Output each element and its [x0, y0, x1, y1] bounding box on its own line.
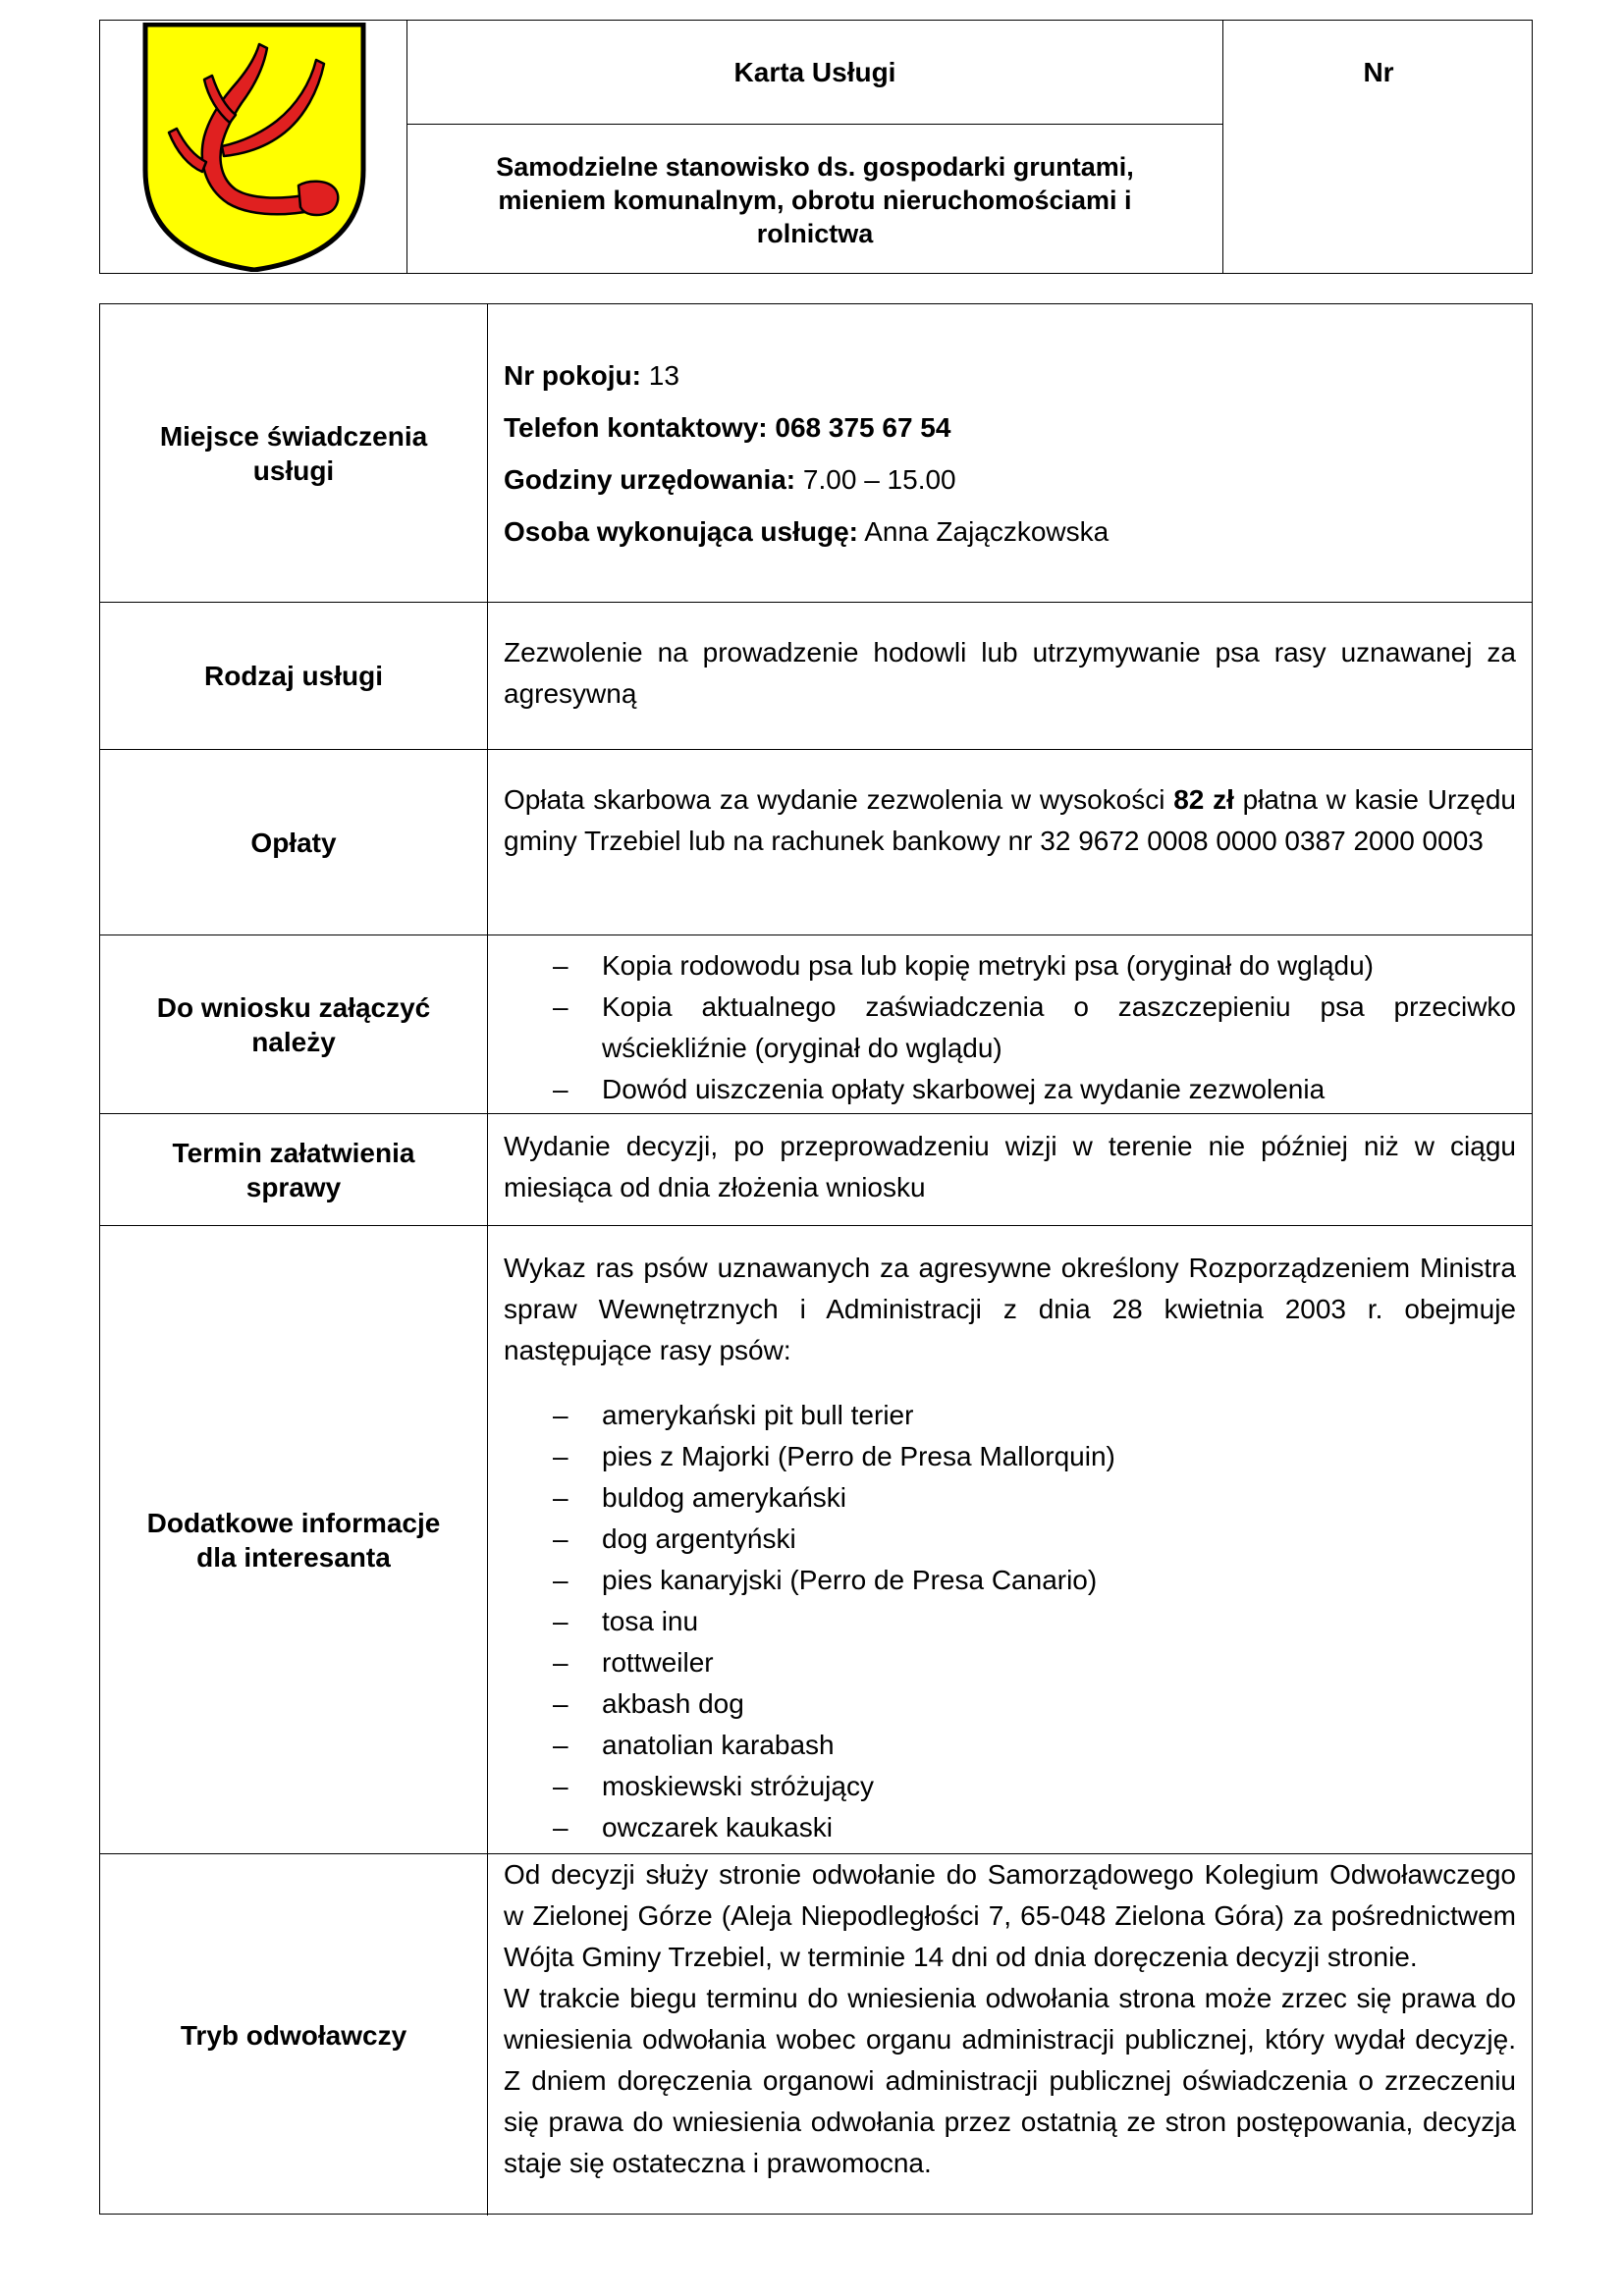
row-value — [488, 1226, 1532, 1853]
row-value — [488, 304, 1532, 602]
breeds-list — [504, 1395, 1516, 1848]
list-item: – buldog amerykański — [504, 1477, 1516, 1519]
attachments-list — [504, 945, 1516, 1110]
row-label: Tryb odwoławczy — [100, 1854, 488, 2216]
list-item: – amerykański pit bull terier — [504, 1395, 1516, 1436]
list-item: – anatolian karabash — [504, 1725, 1516, 1766]
appeal-paragraph: Od decyzji służy stronie odwołanie do Samorządowego Kolegium Odwoławczego w Zielonej Górze (Aleja Niepodległości 7, 65-048 Zielona Góra) za pośrednictwem Wójta Gminy Trzebiel, w terminie 14 dni od dnia doręczenia decyzji stronie. — [504, 1859, 1516, 1972]
appeal-paragraph: W trakcie biegu terminu do wniesienia odwołania strona może zrzec się prawa do wniesienia odwołania wobec organu administracji publicznej, który wydał decyzję. Z dniem doręczenia organowi administracji publicznej oświadczenia o zrzeczeniu się prawa do wniesienia odwołania przez ostatnią ze stron postępowania, decyzja staje się ostateczna i prawomocna. — [504, 1983, 1516, 2178]
list-item: – akbash dog — [504, 1683, 1516, 1725]
row-label: Rodzaj usługi — [100, 603, 488, 749]
header-table — [99, 20, 1533, 274]
breeds-intro: Wykaz ras psów uznawanych za agresywne określony Rozporządzeniem Ministra spraw Wewnętrznych i Administracji z dnia 28 kwietnia 2003 r. obejmuje następujące rasy psów: — [504, 1253, 1516, 1365]
nr-label: Nr — [1363, 57, 1394, 87]
list-item: – owczarek kaukaski — [504, 1807, 1516, 1848]
service-table — [99, 303, 1533, 2215]
row-miejsce — [100, 304, 1532, 602]
list-item: – dog argentyński — [504, 1519, 1516, 1560]
list-item: – tosa inu — [504, 1601, 1516, 1642]
person-line: Osoba wykonująca usługę: Anna Zajączkowska — [504, 516, 1110, 547]
document-title: Karta Usługi — [407, 21, 1222, 125]
row-label: Termin załatwienia sprawy — [100, 1114, 488, 1225]
row-oplaty — [100, 749, 1532, 934]
department-name: Samodzielne stanowisko ds. gospodarki gruntami, mieniem komunalnym, obrotu nieruchomościami i rolnictwa — [496, 151, 1134, 248]
list-item: – rottweiler — [504, 1642, 1516, 1683]
list-item: – pies z Majorki (Perro de Presa Mallorquin) — [504, 1436, 1516, 1477]
title-cell — [407, 21, 1223, 273]
hours-line: Godziny urzędowania: 7.00 – 15.00 — [504, 464, 956, 495]
row-value — [488, 1854, 1532, 2216]
logo-cell — [100, 21, 407, 273]
list-item: – Kopia rodowodu psa lub kopię metryki psa (oryginał do wglądu) — [504, 945, 1516, 987]
row-zalaczniki — [100, 934, 1532, 1113]
row-value: Wydanie decyzji, po przeprowadzeniu wizji w terenie nie później niż w ciągu miesiąca od dnia złożenia wniosku — [504, 1131, 1516, 1202]
list-item: – pies kanaryjski (Perro de Presa Canario) — [504, 1560, 1516, 1601]
row-label: Opłaty — [100, 750, 488, 934]
list-item: – moskiewski stróżujący — [504, 1766, 1516, 1807]
fee-amount: 82 zł — [1173, 784, 1234, 815]
row-termin — [100, 1113, 1532, 1225]
row-value — [488, 935, 1532, 1113]
coat-of-arms-antler-icon — [141, 23, 367, 272]
row-rodzaj — [100, 602, 1532, 749]
row-value: Zezwolenie na prowadzenie hodowli lub utrzymywanie psa rasy uznawanej za agresywną — [504, 637, 1516, 709]
list-item: – Kopia aktualnego zaświadczenia o zaszczepieniu psa przeciwko wściekliźnie (oryginał do wglądu) — [504, 987, 1516, 1069]
row-label: Do wniosku załączyć należy — [100, 935, 488, 1113]
row-label: Miejsce świadczenia usługi — [100, 304, 488, 602]
row-tryb — [100, 1853, 1532, 2216]
room-line: Nr pokoju: 13 — [504, 360, 679, 391]
row-label: Dodatkowe informacje dla interesanta — [100, 1226, 488, 1853]
phone-line: Telefon kontaktowy: 068 375 67 54 — [504, 412, 951, 443]
row-dodatkowe — [100, 1225, 1532, 1853]
list-item: – Dowód uiszczenia opłaty skarbowej za wydanie zezwolenia — [504, 1069, 1516, 1110]
row-value: Opłata skarbowa za wydanie zezwolenia w wysokości 82 zł płatna w kasie Urzędu gminy Trzebiel lub na rachunek bankowy nr 32 9672 0008 0000 0387 2000 0003 — [504, 784, 1516, 856]
